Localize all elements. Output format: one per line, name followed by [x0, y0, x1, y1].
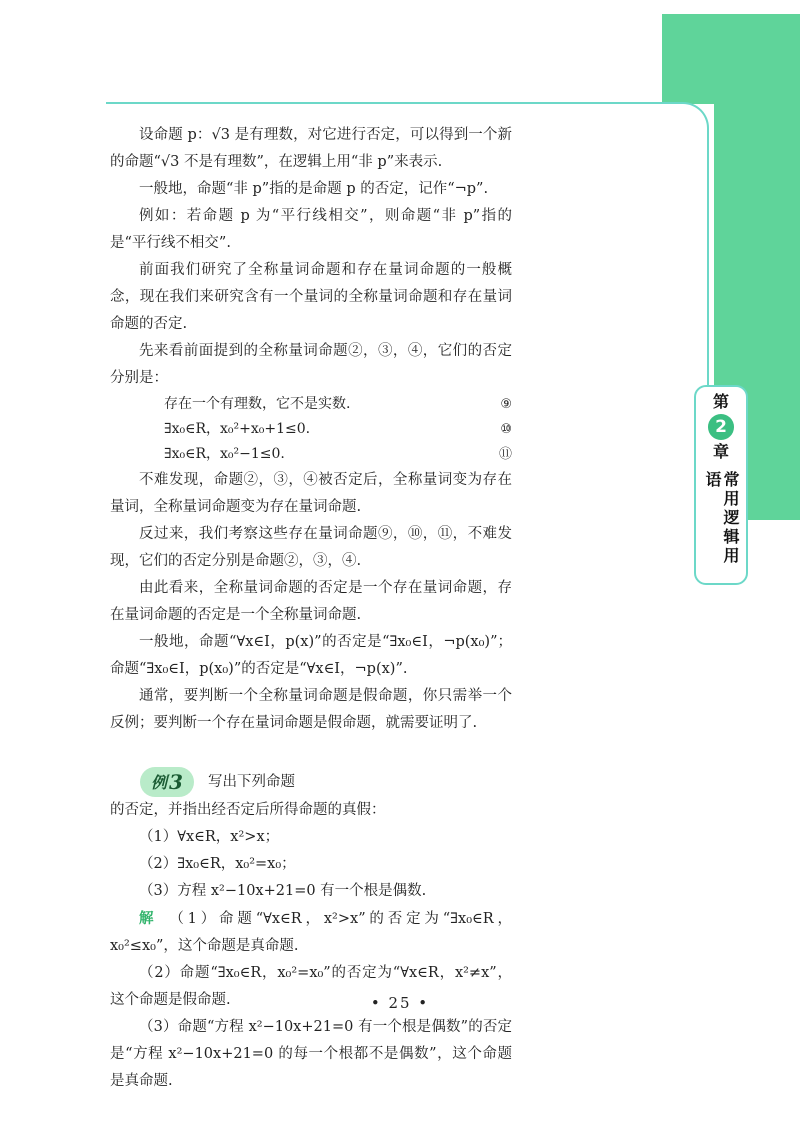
chapter-label [694, 385, 748, 585]
paragraph-negation-intro: 设命题 p：√3 是有理数，对它进行否定，可以得到一个新的命题“√3 不是有理数”，在逻辑上用“非 p”来表示. [110, 127, 512, 170]
paragraph-general-rule: 一般地，命题“∀x∈I，p(x)”的否定是“∃x₀∈I，¬p(x₀)”；命题“∃x₀∈I，p(x₀)”的否定是“∀x∈I，¬p(x)”. [110, 634, 512, 677]
page-number: • 25 • [370, 994, 430, 1012]
solution-label: 解 [139, 910, 158, 927]
example-item: （3）方程 x²−10x+21=0 有一个根是偶数. [139, 883, 427, 899]
chapter-number: 2 [708, 414, 734, 440]
solution-item: （3）命题“方程 x²−10x+21=0 有一个根是偶数”的否定是“方程 x²−10x+21=0 的每一个根都不是偶数”，这个命题是真命题. [110, 1019, 512, 1089]
chapter-title: 常用逻辑用语 [703, 470, 740, 566]
example-header [110, 767, 512, 797]
example-item: （2）∃x₀∈R，x₀²=x₀； [139, 856, 296, 872]
paragraph-example-parallel: 例如：若命题 p 为“平行线相交”，则命题“非 p”指的是“平行线不相交”. [110, 208, 512, 251]
paragraph-reverse: 反过来，我们考察这些存在量词命题⑨，⑩，⑪，不难发现，它们的否定分别是命题②，③，④. [110, 526, 512, 569]
paragraph-negations-list-intro: 先来看前面提到的全称量词命题②，③，④，它们的否定分别是： [110, 343, 512, 386]
chapter-prefix: 第 [712, 392, 729, 411]
formula-row [110, 417, 512, 442]
example-prompt-start: 写出下列命题 [208, 773, 295, 790]
formula-number: ⑪ [498, 447, 512, 462]
chapter-suffix: 章 [712, 441, 729, 461]
formula-number: ⑨ [500, 397, 512, 412]
chapter-tab-top [662, 14, 800, 104]
paragraph-conclusion: 由此看来，全称量词命题的否定是一个存在量词命题，存在量词命题的否定是一个全称量词命题. [110, 580, 512, 623]
example-badge-number: 3 [169, 769, 183, 794]
paragraph-judging: 通常，要判断一个全称量词命题是假命题，你只需举一个反例；要判断一个存在量词命题是假命题，就需要证明了. [110, 688, 512, 731]
paragraph-not-p-definition: 一般地，命题“非 p”指的是命题 p 的否定，记作“¬p”. [139, 181, 489, 197]
formula-text: ∃x₀∈R，x₀²+x₀+1≤0. [164, 421, 311, 437]
formula-row [110, 442, 512, 467]
solution-text: （1）命题“∀x∈R，x²>x”的否定为“∃x₀∈R，x₀²≤x₀”，这个命题是真命题. [110, 911, 513, 954]
formula-text: 存在一个有理数，它不是实数. [164, 396, 351, 412]
example-badge [140, 767, 194, 797]
formula-row [110, 392, 512, 417]
example-prompt-rest: 的否定，并指出经否定后所得命题的真假： [110, 802, 386, 818]
solution-item: （2）命题“∃x₀∈R，x₀²=x₀”的否定为“∀x∈R，x²≠x”，这个命题是假命题. [110, 965, 512, 1008]
paragraph-quantifier-intro: 前面我们研究了全称量词命题和存在量词命题的一般概念，现在我们来研究含有一个量词的全称量词命题和存在量词命题的否定. [110, 262, 512, 332]
example-badge-label: 例 [151, 772, 168, 792]
formula-number: ⑩ [500, 422, 512, 437]
main-text [110, 122, 512, 1095]
paragraph-observation: 不难发现，命题②，③，④被否定后，全称量词变为存在量词，全称量词命题变为存在量词命题. [110, 472, 512, 515]
solution-item [110, 905, 512, 960]
example-item: （1）∀x∈R，x²>x； [139, 829, 280, 845]
formula-text: ∃x₀∈R，x₀²−1≤0. [164, 446, 285, 462]
